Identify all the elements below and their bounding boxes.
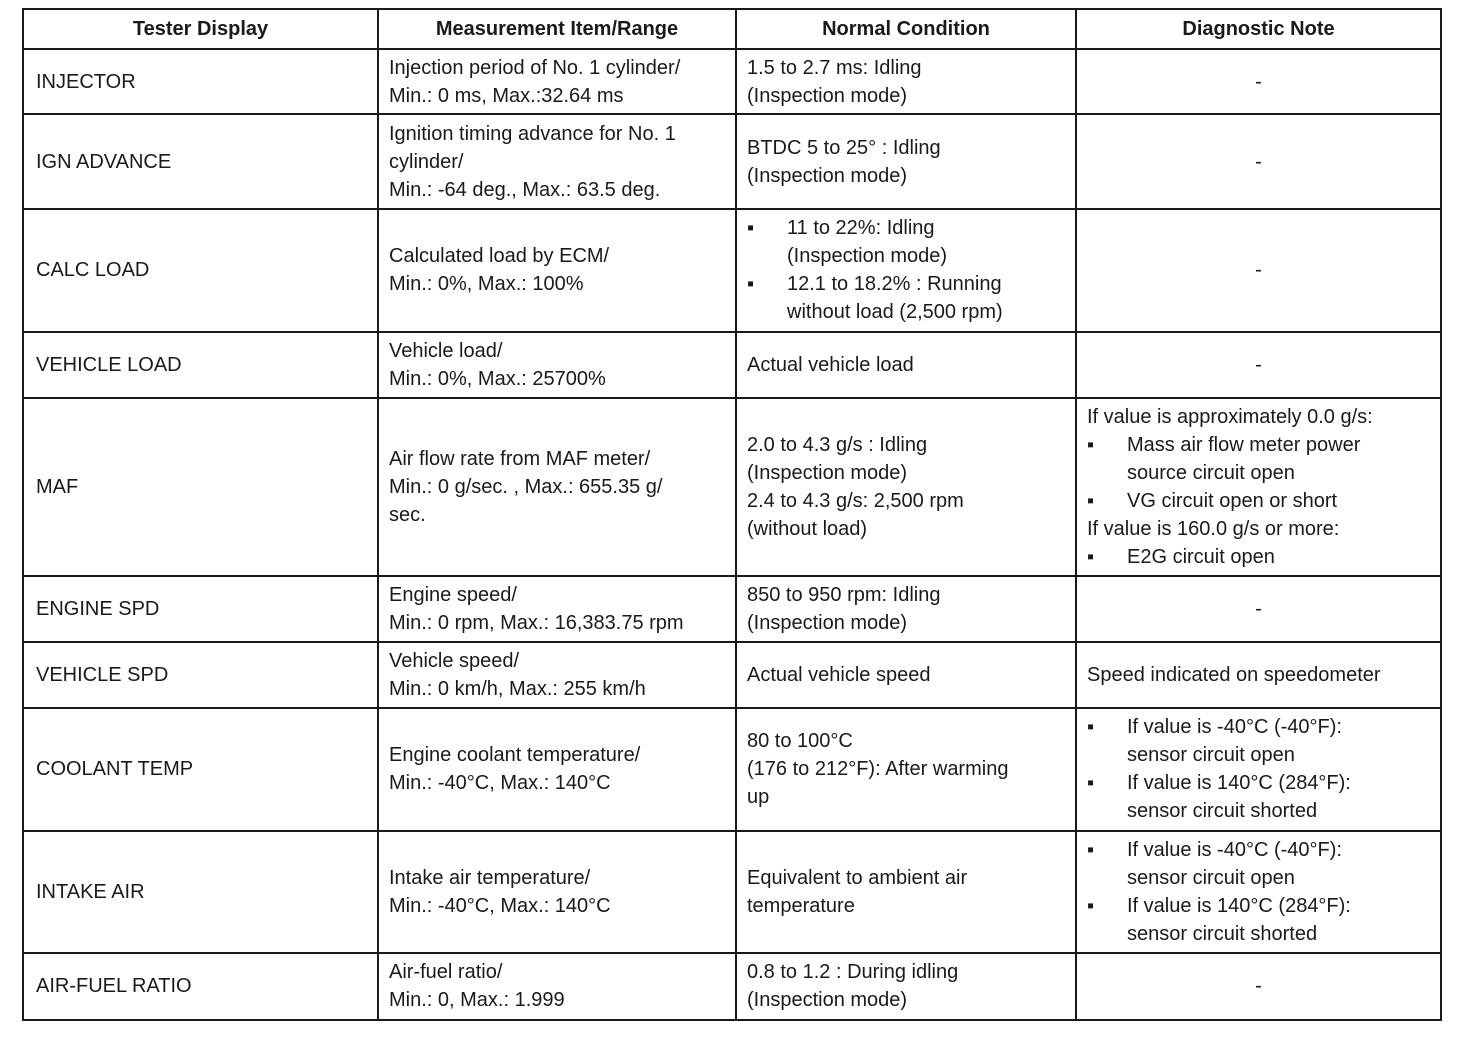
cell-line: 0.8 to 1.2 : During idling — [747, 961, 959, 984]
table-body — [23, 49, 1441, 1020]
bullet-line: ▪ If value is -40°C (-40°F): — [1127, 716, 1342, 739]
cell-line: 850 to 950 rpm: Idling — [747, 584, 941, 607]
cell-line: Vehicle load/ — [389, 339, 503, 362]
tester-display-cell: ENGINE SPD — [23, 576, 378, 642]
cell-line: sec. — [389, 503, 426, 526]
cell-line: Actual vehicle speed — [747, 664, 931, 687]
tester-display-cell: VEHICLE SPD — [23, 642, 378, 708]
measurement-cell — [378, 209, 736, 331]
cell-line: Min.: 0 rpm, Max.: 16,383.75 rpm — [389, 612, 684, 635]
measurement-cell — [378, 831, 736, 953]
bullet-line: ▪ 12.1 to 18.2% : Running — [787, 273, 1002, 296]
cell-line: Engine coolant temperature/ — [389, 744, 641, 767]
bullet-line: sensor circuit open — [1127, 866, 1295, 889]
cell-line: (Inspection mode) — [747, 84, 908, 107]
cell-line: Vehicle speed/ — [389, 650, 520, 673]
header-tester-display: Tester Display — [23, 9, 378, 49]
cell-line: Intake air temperature/ — [389, 866, 591, 889]
table-row — [23, 642, 1441, 708]
measurement-cell — [378, 953, 736, 1020]
header-normal-condition: Normal Condition — [736, 9, 1076, 49]
cell-line: Min.: 0 g/sec. , Max.: 655.35 g/ — [389, 475, 663, 498]
bullet-list — [1087, 543, 1430, 571]
header-diagnostic-note: Diagnostic Note — [1076, 9, 1441, 49]
bullet-item — [1087, 769, 1430, 825]
bullet-item — [1087, 543, 1430, 571]
bullet-line: ▪ Mass air flow meter power — [1127, 433, 1361, 456]
cell-line: Min.: -40°C, Max.: 140°C — [389, 772, 611, 795]
bullet-line: sensor circuit shorted — [1127, 800, 1318, 823]
tester-display-cell: IGN ADVANCE — [23, 114, 378, 209]
normal-condition-cell — [736, 398, 1076, 576]
cell-line: (Inspection mode) — [747, 164, 908, 187]
cell-line: (Inspection mode) — [747, 612, 908, 635]
cell-line: Min.: -64 deg., Max.: 63.5 deg. — [389, 178, 661, 201]
normal-condition-cell — [736, 831, 1076, 953]
tester-display-cell: INJECTOR — [23, 49, 378, 114]
table-header — [23, 9, 1441, 49]
bullet-line: source circuit open — [1127, 461, 1295, 484]
measurement-cell — [378, 398, 736, 576]
cell-line: Equivalent to ambient air — [747, 866, 968, 889]
cell-line: Min.: 0 ms, Max.:32.64 ms — [389, 84, 624, 107]
table-row — [23, 209, 1441, 331]
diagnostic-note-cell — [1076, 831, 1441, 953]
cell-line: 1.5 to 2.7 ms: Idling — [747, 56, 922, 79]
cell-line: Min.: 0, Max.: 1.999 — [389, 989, 565, 1012]
tester-display-cell: AIR-FUEL RATIO — [23, 953, 378, 1020]
cell-line: (Inspection mode) — [747, 461, 908, 484]
bullet-list — [1087, 431, 1430, 515]
cell-line: 80 to 100°C — [747, 730, 853, 753]
bullet-item — [747, 270, 1065, 326]
cell-line: Min.: 0%, Max.: 25700% — [389, 367, 606, 390]
cell-line: 2.0 to 4.3 g/s : Idling — [747, 433, 928, 456]
normal-condition-cell — [736, 708, 1076, 830]
bullet-item — [1087, 892, 1430, 948]
cell-line: Min.: 0%, Max.: 100% — [389, 273, 584, 296]
header-measurement-item: Measurement Item/Range — [378, 9, 736, 49]
normal-condition-cell — [736, 642, 1076, 708]
normal-condition-cell — [736, 576, 1076, 642]
cell-line: up — [747, 786, 770, 809]
note-intro: If value is 160.0 g/s or more: — [1087, 517, 1340, 540]
measurement-cell — [378, 49, 736, 114]
cell-line: - — [1255, 975, 1262, 998]
bullet-item — [1087, 836, 1430, 892]
measurement-cell — [378, 114, 736, 209]
normal-condition-cell — [736, 49, 1076, 114]
table-row — [23, 831, 1441, 953]
data-list-table — [22, 8, 1442, 1021]
measurement-cell — [378, 642, 736, 708]
bullet-line: ▪ If value is 140°C (284°F): — [1127, 772, 1351, 795]
normal-condition-cell — [736, 114, 1076, 209]
bullet-line: ▪ E2G circuit open — [1127, 545, 1275, 568]
bullet-list — [747, 214, 1065, 326]
note-intro: If value is approximately 0.0 g/s: — [1087, 405, 1373, 428]
table-row — [23, 114, 1441, 209]
cell-line: cylinder/ — [389, 150, 464, 173]
normal-condition-cell — [736, 332, 1076, 398]
tester-display-cell: CALC LOAD — [23, 209, 378, 331]
bullet-item — [747, 214, 1065, 270]
bullet-line: without load (2,500 rpm) — [787, 301, 1003, 324]
bullet-line: (Inspection mode) — [787, 245, 948, 268]
table-row — [23, 332, 1441, 398]
diagnostic-note-cell — [1076, 953, 1441, 1020]
diagnostic-note-cell — [1076, 209, 1441, 331]
bullet-line: ▪ VG circuit open or short — [1127, 489, 1338, 512]
header-row — [23, 9, 1441, 49]
cell-line: 2.4 to 4.3 g/s: 2,500 rpm — [747, 489, 964, 512]
tester-display-cell: VEHICLE LOAD — [23, 332, 378, 398]
cell-line: (176 to 212°F): After warming — [747, 758, 1009, 781]
bullet-list — [1087, 836, 1430, 948]
cell-line: Ignition timing advance for No. 1 — [389, 122, 676, 145]
bullet-list — [1087, 713, 1430, 825]
table-row — [23, 49, 1441, 114]
diagnostic-note-cell — [1076, 398, 1441, 576]
bullet-line: ▪ 11 to 22%: Idling — [787, 217, 935, 240]
bullet-item — [1087, 431, 1430, 487]
bullet-line: sensor circuit shorted — [1127, 922, 1318, 945]
cell-line: Engine speed/ — [389, 584, 517, 607]
diagnostic-note-cell — [1076, 49, 1441, 114]
cell-line: (Inspection mode) — [747, 989, 908, 1012]
bullet-line: ▪ If value is -40°C (-40°F): — [1127, 838, 1342, 861]
cell-line: Min.: 0 km/h, Max.: 255 km/h — [389, 678, 646, 701]
cell-line: Min.: -40°C, Max.: 140°C — [389, 894, 611, 917]
table-row — [23, 576, 1441, 642]
cell-line: Air flow rate from MAF meter/ — [389, 447, 651, 470]
tester-display-cell: MAF — [23, 398, 378, 576]
diagnostic-note-cell — [1076, 642, 1441, 708]
table-row — [23, 398, 1441, 576]
table-row — [23, 708, 1441, 830]
cell-line: Speed indicated on speedometer — [1087, 664, 1381, 687]
cell-line: BTDC 5 to 25° : Idling — [747, 136, 941, 159]
cell-line: - — [1255, 150, 1262, 173]
cell-line: Calculated load by ECM/ — [389, 245, 610, 268]
diagnostic-note-cell — [1076, 576, 1441, 642]
bullet-line: sensor circuit open — [1127, 744, 1295, 767]
cell-line: - — [1255, 353, 1262, 376]
diagnostic-note-cell — [1076, 332, 1441, 398]
normal-condition-cell — [736, 209, 1076, 331]
measurement-cell — [378, 708, 736, 830]
table-row — [23, 953, 1441, 1020]
cell-line: temperature — [747, 894, 855, 917]
cell-line: - — [1255, 598, 1262, 621]
tester-display-cell: COOLANT TEMP — [23, 708, 378, 830]
cell-line: - — [1255, 259, 1262, 282]
bullet-item — [1087, 713, 1430, 769]
normal-condition-cell — [736, 953, 1076, 1020]
bullet-item — [1087, 487, 1430, 515]
cell-line: Injection period of No. 1 cylinder/ — [389, 56, 681, 79]
diagnostic-note-cell — [1076, 114, 1441, 209]
cell-line: Air-fuel ratio/ — [389, 961, 503, 984]
tester-display-cell: INTAKE AIR — [23, 831, 378, 953]
bullet-line: ▪ If value is 140°C (284°F): — [1127, 894, 1351, 917]
measurement-cell — [378, 332, 736, 398]
cell-line: (without load) — [747, 517, 868, 540]
cell-line: Actual vehicle load — [747, 353, 914, 376]
cell-line: - — [1255, 70, 1262, 93]
diagnostic-note-cell — [1076, 708, 1441, 830]
measurement-cell — [378, 576, 736, 642]
